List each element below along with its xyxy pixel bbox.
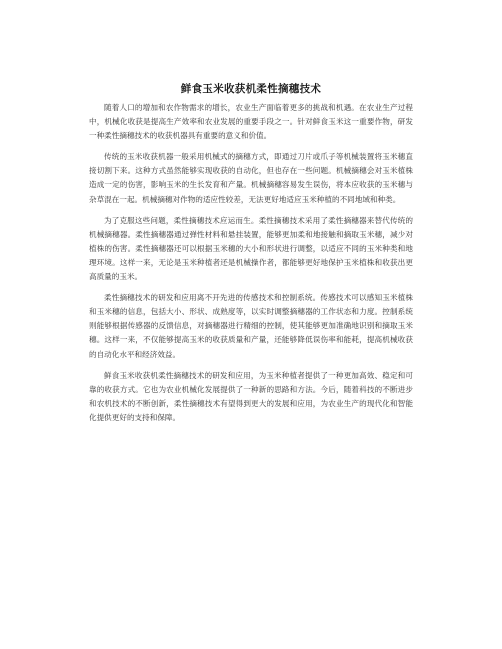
document-body [89,101,413,432]
document-title: 鲜食玉米收获机柔性摘穗技术 [180,83,322,95]
paragraph-2: 传统的玉米收获机器一般采用机械式的摘穗方式，即通过刀片或爪子等机械装置将玉米穗直接切割下来。这种方式虽然能够实现收获的自动化，但也存在一些问题。机械摘穗会对玉米植株造成一定的伤害，影响玉米的生长发育和产量。机械摘穗容易发生误伤，将本应收获的玉米穗与杂草混在一起。机械摘穗对作物的适应性较差，无法更好地适应玉米种植的不同地域和种类。 [89,152,413,204]
paragraph-3: 为了克服这些问题，柔性摘穗技术应运而生。柔性摘穗技术采用了柔性摘穗器来替代传统的机械摘穗器。柔性摘穗器通过弹性材料和悬挂装置，能够更加柔和地接触和摘取玉米穗，减少对植株的伤害。柔性摘穗器还可以根据玉米穗的大小和形状进行调整，以适应不同的玉米种类和地理环境。这样一来，无论是玉米种植者还是机械操作者，都能够更好地保护玉米植株和收获出更高质量的玉米。 [89,215,413,282]
paragraph-5: 鲜食玉米收获机柔性摘穗技术的研发和应用，为玉米种植者提供了一种更加高效、稳定和可靠的收获方式。它也为农业机械化发展提供了一种新的思路和方法。今后，随着科技的不断进步和农机技术的不断创新，柔性摘穗技术有望得到更大的发展和应用，为农业生产的现代化和智能化提供更好的支持和保障。 [89,370,413,422]
paragraph-4: 柔性摘穗技术的研发和应用离不开先进的传感技术和控制系统。传感技术可以感知玉米植株和玉米穗的信息，包括大小、形状、成熟度等，以实时调整摘穗器的工作状态和力度。控制系统则能够根据传感器的反馈信息，对摘穗器进行精细的控制，使其能够更加准确地识别和摘取玉米穗。这样一来，不仅能够提高玉米的收获质量和产量，还能够降低误伤率和能耗，提高机械收获的自动化水平和经济效益。 [89,293,413,359]
paragraph-1: 随着人口的增加和农作物需求的增长，农业生产面临着更多的挑战和机遇。在农业生产过程中，机械化收获是提高生产效率和农业发展的重要手段之一。针对鲜食玉米这一重要作物，研发一种柔性摘穗技术的收获机器具有重要的意义和价值。 [89,103,413,141]
